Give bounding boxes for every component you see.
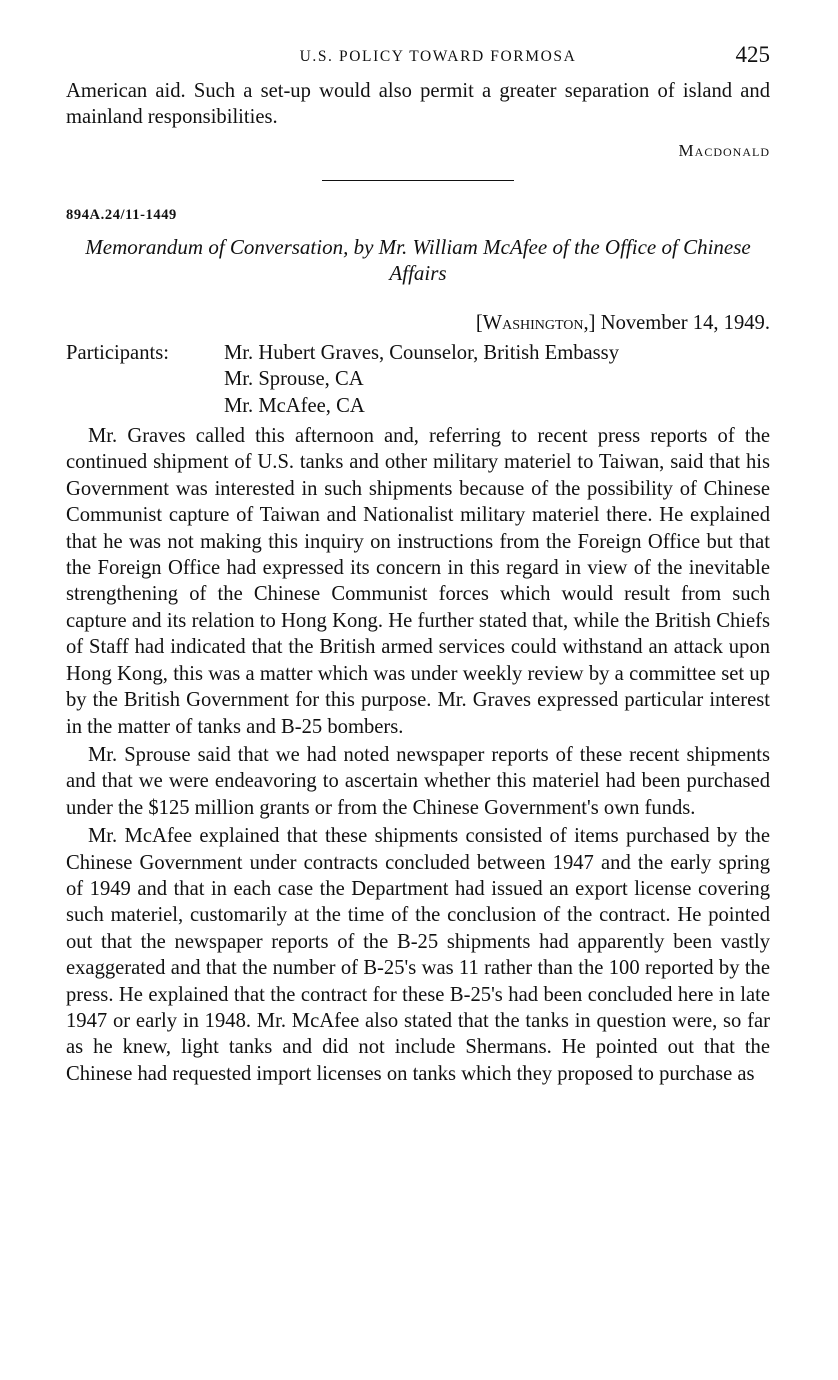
page-number: 425 (735, 42, 770, 67)
dateline (66, 310, 770, 336)
section-divider (322, 180, 514, 181)
participant-item: Mr. Sprouse, CA (224, 368, 364, 391)
participants-label: Participants: (66, 341, 169, 364)
file-reference: 894A.24/11-1449 (66, 206, 177, 223)
document-page (66, 38, 770, 1087)
running-header (66, 38, 770, 78)
continuation-paragraph: American aid. Such a set-up would also permit a greater separation of island and mainland responsibilities. (66, 80, 770, 129)
body-paragraph: Mr. Sprouse said that we had noted newspaper reports of these recent shipments and that we were endeavoring to ascertain whether this materiel had been purchased under the $125 million grants or from the Chinese Government's own funds. (66, 743, 770, 819)
dateline-date: November 14, 1949. (600, 311, 770, 334)
body-paragraph: Mr. Graves called this afternoon and, referring to recent press reports of the continued shipment of U.S. tanks and other military materiel to Taiwan, said that his Government was interested in such shipments because of the possibility of Chinese Communist capture of Taiwan and Nationalist military materiel there. He explained that he was not making this inquiry on instructions from the Foreign Office but that the Foreign Office had expressed its concern in this regard in view of the inevitable strengthening of the Chinese Communist forces which would result from such capture and its relation to Hong Kong. He further stated that, while the British Chiefs of Staff had indicated that the British armed services could withstand an attack upon Hong Kong, this was a matter which was under weekly review by a committee set up by the British Government for this purpose. Mr. Graves expressed particular interest in the matter of tanks and B-25 bombers. (66, 425, 770, 738)
participants-list (224, 340, 770, 419)
participant-item: Mr. Hubert Graves, Counselor, British Embassy (224, 341, 619, 364)
participant-item: Mr. McAfee, CA (224, 394, 365, 417)
signature: Macdonald (678, 140, 770, 160)
participants-block (66, 340, 770, 419)
running-title: U.S. POLICY TOWARD FORMOSA (299, 48, 577, 65)
dateline-place: [Washington,] (475, 311, 596, 334)
document-title: Memorandum of Conversation, by Mr. William McAfee of the Office of Chinese Affairs (85, 234, 751, 285)
body-paragraph: Mr. McAfee explained that these shipments consisted of items purchased by the Chinese Government under contracts concluded between 1947 and the early spring of 1949 and that in each case the Department had issued an export license covering such materiel, customarily at the time of the conclusion of the contract. He pointed out that the newspaper reports of the B-25 shipments had apparently been vastly exaggerated and that the number of B-25's was 11 rather than the 100 reported by the press. He explained that the contract for these B-25's had been concluded here in late 1947 or early in 1948. Mr. McAfee also stated that the tanks in question were, so far as he knew, light tanks and did not include Shermans. He pointed out that the Chinese had requested import licenses on tanks which they proposed to purchase as (66, 825, 770, 1085)
